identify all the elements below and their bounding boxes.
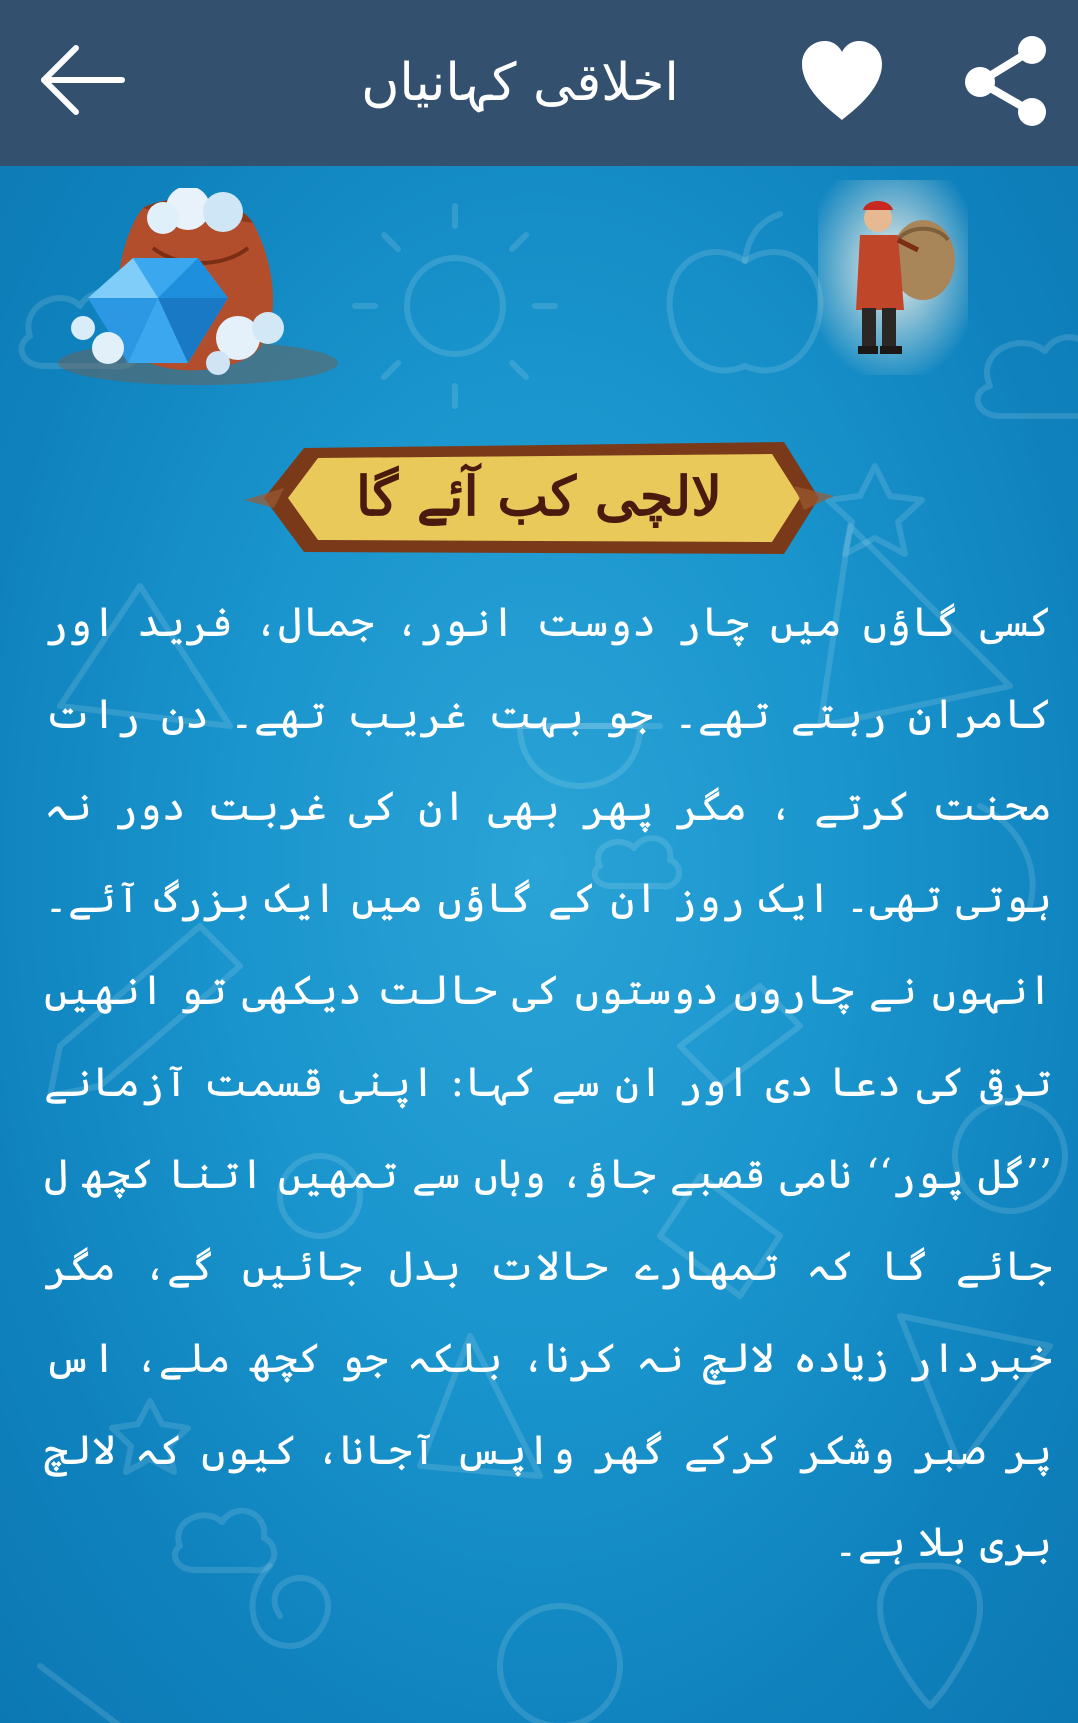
app-bar xyxy=(0,0,1078,166)
story-title: لالچی کب آئے گا xyxy=(355,464,723,528)
story-content[interactable] xyxy=(0,166,1078,1723)
favorite-button[interactable] xyxy=(798,38,886,124)
arrow-left-icon xyxy=(38,40,128,120)
man-with-sack-image xyxy=(818,180,968,375)
diamonds-sack-image xyxy=(48,188,348,398)
back-button[interactable] xyxy=(38,40,128,120)
story-title-banner xyxy=(244,428,834,568)
share-button[interactable] xyxy=(960,34,1052,128)
story-body-text: کسی گاؤں میں چار دوست انور، جمال، فرید اور کامران رہتے تھے۔ جو بہت غریب تھے۔ دن رات محنت کرتے ، مگر پھر بھی ان کی غربت دور نہ ہوتی تھی۔ ایک روز ان کے گاؤں میں ایک بزرگ آئے۔ انہوں نے چاروں دوستوں کی حالت دیکھی تو انھیں ترقی کی دعا دی اور ان سے کہا: اپنی قسمت آزمانے ’’گل پور‘‘ نامی قصبے جاؤ، وہاں سے تمھیں اتنا کچھ ل جائے گا کہ تمھارے حالات بدل جائیں گے، مگر خبردار زیادہ لالچ نہ کرنا، بلکہ جو کچھ ملے، اس پر صبر وشکر کرکے گھر واپس آجانا، کیوں کہ لالچ بری بلا ہے۔ xyxy=(44,598,1052,1566)
app-title: اخلاقی کہانیاں xyxy=(361,53,679,113)
share-icon xyxy=(960,34,1052,128)
heart-icon xyxy=(798,38,886,124)
